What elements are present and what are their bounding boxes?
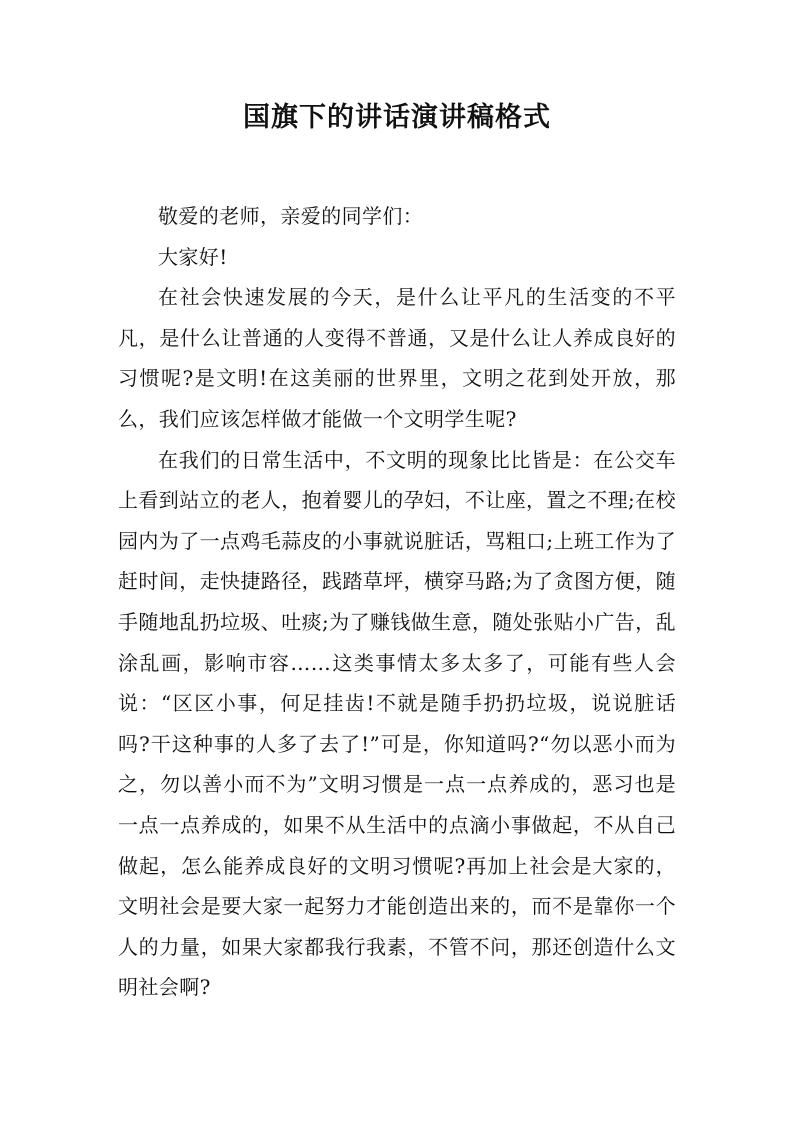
document-title: 国旗下的讲话演讲稿格式 [243, 102, 551, 133]
body-paragraph-1: 在社会快速发展的今天，是什么让平凡的生活变的不平凡，是什么让普通的人变得不普通，又是什么让人养成良好的习惯呢?是文明!在这美丽的世界里，文明之花到处开放，那么，我们应该怎样做才能做一个文明学生呢? [118, 285, 676, 431]
document-body [118, 196, 676, 1008]
salutation-paragraph: 敬爱的老师，亲爱的同学们： [158, 204, 424, 228]
body-paragraph-2: 在我们的日常生活中，不文明的现象比比皆是：在公交车上看到站立的老人，抱着婴儿的孕妇，不让座，置之不理;在校园内为了一点鸡毛蒜皮的小事就说脏话，骂粗口;上班工作为了赶时间，走快捷路径，践踏草坪，横穿马路;为了贪图方便，随手随地乱扔垃圾、吐痰;为了赚钱做生意，随处张贴小广告，乱涂乱画，影响市容……这类事情太多太多了，可能有些人会说：“区区小事，何足挂齿!不就是随手扔扔垃圾，说说脏话吗?干这种事的人多了去了!”可是，你知道吗?“勿以恶小而为之，勿以善小而不为”文明习惯是一点一点养成的，恶习也是一点一点养成的，如果不从生活中的点滴小事做起，不从自己做起，怎么能养成良好的文明习惯呢?再加上社会是大家的，文明社会是要大家一起努力才能创造出来的，而不是靠你一个人的力量，如果大家都我行我素，不管不问，那还创造什么文明社会啊? [118, 447, 676, 1000]
greeting-paragraph: 大家好! [158, 244, 228, 269]
